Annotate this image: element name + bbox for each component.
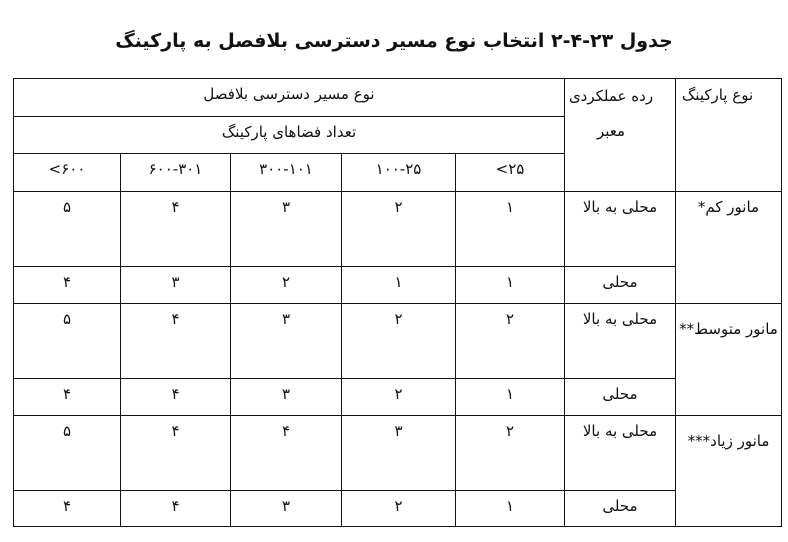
table-row [14,491,782,527]
header-access-type: نوع مسیر دسترسی بلافصل [14,79,565,117]
range-header: ۶۰۰-۳۰۱ [121,154,231,192]
range-header: ۱۰۰-۲۵ [342,154,456,192]
table-row [14,416,782,491]
value-cell: ۳ [342,416,456,491]
header-space-count: تعداد فضاهای پارکینگ [14,117,565,154]
value-cell: ۳ [231,379,342,416]
performance-class-cell: محلی [565,379,676,416]
table-caption: جدول ۲۳-۴-۲ انتخاب نوع مسیر دسترسی بلافصل به پارکینگ [115,30,673,52]
value-cell: ۴ [121,379,231,416]
performance-class-cell: محلی به بالا [565,416,676,491]
value-cell: ۴ [121,304,231,379]
table-row [14,267,782,304]
value-cell: ۲ [342,192,456,267]
header-parking-type [676,79,782,192]
value-cell: ۳ [231,304,342,379]
value-cell: ۴ [231,416,342,491]
value-cell: ۳ [231,192,342,267]
table-row [14,304,782,379]
value-cell: ۴ [14,491,121,527]
value-cell: ۳ [231,491,342,527]
range-header: ۲۵> [456,154,565,192]
value-cell: ۱ [456,491,565,527]
table-row [14,192,782,267]
value-cell: ۵ [14,416,121,491]
value-cell: ۲ [456,416,565,491]
parking-type-cell: مانور متوسط** [676,304,782,416]
value-cell: ۱ [342,267,456,304]
value-cell: ۲ [342,304,456,379]
value-cell: ۴ [14,379,121,416]
value-cell: ۴ [121,416,231,491]
value-cell: ۱ [456,379,565,416]
value-cell: ۴ [121,192,231,267]
value-cell: ۲ [231,267,342,304]
value-cell: ۴ [121,491,231,527]
value-cell: ۱ [456,267,565,304]
performance-class-cell: محلی به بالا [565,304,676,379]
header-performance-class [565,79,676,192]
value-cell: ۵ [14,304,121,379]
parking-type-cell: مانور کم* [676,192,782,304]
header-performance-class-label: رده عملکردی معبر [568,87,654,140]
performance-class-cell: محلی [565,491,676,527]
value-cell: ۲ [456,304,565,379]
value-cell: ۲ [342,491,456,527]
value-cell: ۳ [121,267,231,304]
value-cell: ۱ [456,192,565,267]
range-header: ۶۰۰> [14,154,121,192]
performance-class-cell: محلی به بالا [565,192,676,267]
performance-class-cell: محلی [565,267,676,304]
header-parking-type-label: نوع پارکینگ [681,86,754,104]
value-cell: ۵ [14,192,121,267]
value-cell: ۲ [342,379,456,416]
range-header: ۳۰۰-۱۰۱ [231,154,342,192]
table-row [14,379,782,416]
parking-access-table [13,78,782,527]
parking-type-cell: مانور زیاد*** [676,416,782,527]
value-cell: ۴ [14,267,121,304]
